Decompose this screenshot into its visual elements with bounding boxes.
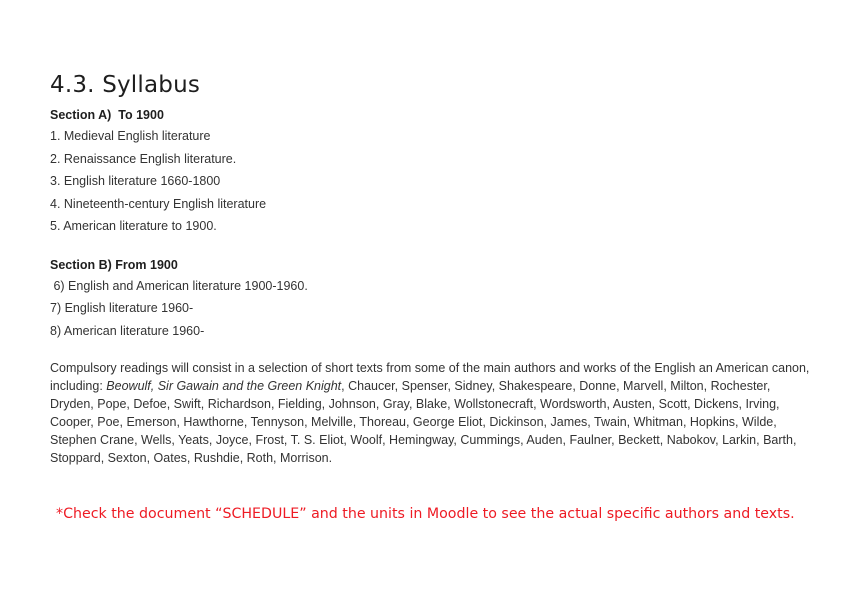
- readings-italic-works: Beowulf, Sir Gawain and the Green Knight: [106, 379, 342, 393]
- page-title: 4.3. Syllabus: [50, 72, 201, 98]
- list-item: 6) English and American literature 1900-1960.: [50, 278, 308, 293]
- section-a-heading: Section A) To 1900: [50, 108, 164, 122]
- syllabus-page: [50, 70, 820, 480]
- list-item: 5. American literature to 1900.: [50, 219, 217, 233]
- list-item: 3. English literature 1660-1800: [50, 174, 221, 188]
- section-b-heading: Section B) From 1900: [50, 257, 178, 272]
- section-a-list: [50, 125, 820, 238]
- list-item: 2. Renaissance English literature.: [50, 151, 237, 166]
- list-item: 1. Medieval English literature: [50, 129, 211, 143]
- list-item: 7) English literature 1960-: [50, 301, 194, 315]
- list-item: 8) American literature 1960-: [50, 323, 205, 338]
- readings-intro: Compulsory readings will consist in a selection of short texts from some of the main authors and works of the English an American canon, including:: [50, 361, 810, 393]
- readings-authors: , Chaucer, Spenser, Sidney, Shakespeare, Donne, Marvell, Milton, Rochester, Dryden, Pope, Defoe, Swift, Richardson, Fielding, Johnson, Gray, Blake, Wollstonecraft, Wordsworth, Austen, Scott, Dickens, Irving, Cooper, Poe, Emerson, Hawthorne, Tennyson, Melville, Thoreau, George Eliot, Dickinson, James, Twain, Whitman, Hopkins, Wilde, Stephen Crane, Wells, Yeats, Joyce, Frost, T. S. Eliot, Woolf, Hemingway, Cummings, Auden, Faulner, Beckett, Nabokov, Larkin, Barth, Stoppard, Sexton, Oates, Rushdie, Roth, Morrison.: [50, 379, 797, 465]
- list-item: 4. Nineteenth-century English literature: [50, 196, 267, 211]
- compulsory-readings-paragraph: [50, 359, 815, 467]
- moodle-schedule-note: *Check the document “SCHEDULE” and the units in Moodle to see the actual specific authors and texts.: [56, 506, 795, 522]
- section-b-list: [50, 275, 820, 343]
